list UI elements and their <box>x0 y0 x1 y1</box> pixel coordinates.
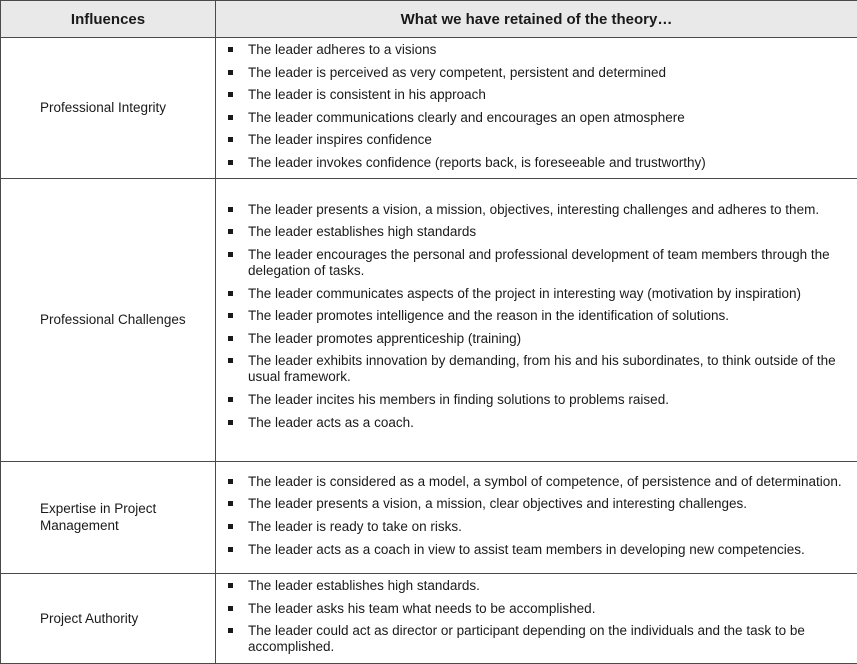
list-item <box>248 65 847 81</box>
list-item <box>248 353 847 385</box>
list-item <box>248 42 847 58</box>
list-item-text: The leader is consistent in his approach <box>248 87 486 102</box>
list-item <box>248 623 847 655</box>
list-item-text: The leader could act as director or participant depending on the individuals and the task to be accomplished. <box>248 623 805 654</box>
square-bullet-icon <box>228 229 233 234</box>
header-theory-retained: What we have retained of the theory… <box>216 1 857 38</box>
table-header <box>1 1 857 38</box>
list-item-text: The leader is ready to take on risks. <box>248 519 462 534</box>
square-bullet-icon <box>228 70 233 75</box>
influence-cell: Project Authority <box>1 573 216 663</box>
square-bullet-icon <box>228 524 233 529</box>
items-cell <box>216 38 857 179</box>
square-bullet-icon <box>228 628 233 633</box>
list-item <box>248 474 847 490</box>
list-item <box>248 392 847 408</box>
list-item <box>248 247 847 279</box>
influence-cell: Professional Challenges <box>1 178 216 461</box>
list-item <box>248 202 847 218</box>
items-cell <box>216 573 857 663</box>
table-row <box>1 573 857 663</box>
list-item <box>248 496 847 512</box>
list-item-text: The leader promotes apprenticeship (training) <box>248 331 521 346</box>
list-item <box>248 415 847 431</box>
list-item-text: The leader establishes high standards. <box>248 578 480 593</box>
list-item-text: The leader communications clearly and encourages an open atmosphere <box>248 110 685 125</box>
list-item-text: The leader adheres to a visions <box>248 42 436 57</box>
list-item-text: The leader encourages the personal and professional development of team members through the delegation of tasks. <box>248 247 830 278</box>
square-bullet-icon <box>228 479 233 484</box>
list-item <box>248 132 847 148</box>
bullet-list <box>216 470 857 558</box>
list-item <box>248 601 847 617</box>
square-bullet-icon <box>228 115 233 120</box>
influence-cell: Professional Integrity <box>1 38 216 179</box>
square-bullet-icon <box>228 92 233 97</box>
list-item-text: The leader is considered as a model, a symbol of competence, of persistence and of determination. <box>248 474 842 489</box>
square-bullet-icon <box>228 606 233 611</box>
list-item-text: The leader asks his team what needs to be accomplished. <box>248 601 595 616</box>
square-bullet-icon <box>228 420 233 425</box>
list-item <box>248 224 847 240</box>
list-item-text: The leader incites his members in finding solutions to problems raised. <box>248 392 669 407</box>
square-bullet-icon <box>228 252 233 257</box>
table-row <box>1 178 857 461</box>
list-item <box>248 519 847 535</box>
square-bullet-icon <box>228 313 233 318</box>
list-item-text: The leader establishes high standards <box>248 224 476 239</box>
list-item-text: The leader invokes confidence (reports back, is foreseeable and trustworthy) <box>248 155 706 170</box>
list-item-text: The leader inspires confidence <box>248 132 432 147</box>
square-bullet-icon <box>228 207 233 212</box>
list-item <box>248 110 847 126</box>
header-row <box>1 1 857 38</box>
items-cell <box>216 178 857 461</box>
list-item <box>248 286 847 302</box>
table-row <box>1 38 857 179</box>
square-bullet-icon <box>228 547 233 552</box>
square-bullet-icon <box>228 291 233 296</box>
bullet-list <box>216 202 857 431</box>
bullet-list <box>216 38 857 171</box>
table-row <box>1 461 857 573</box>
list-item-text: The leader presents a vision, a mission, objectives, interesting challenges and adheres to them. <box>248 202 819 217</box>
square-bullet-icon <box>228 160 233 165</box>
square-bullet-icon <box>228 358 233 363</box>
list-item-text: The leader presents a vision, a mission, clear objectives and interesting challenges. <box>248 496 747 511</box>
list-item-text: The leader promotes intelligence and the reason in the identification of solutions. <box>248 308 729 323</box>
square-bullet-icon <box>228 397 233 402</box>
list-item <box>248 155 847 171</box>
list-item <box>248 331 847 347</box>
square-bullet-icon <box>228 137 233 142</box>
list-item-text: The leader communicates aspects of the project in interesting way (motivation by inspiration) <box>248 286 801 301</box>
square-bullet-icon <box>228 336 233 341</box>
items-cell <box>216 461 857 573</box>
list-item <box>248 578 847 594</box>
list-item-text: The leader acts as a coach in view to assist team members in developing new competencies. <box>248 542 805 557</box>
influence-cell: Expertise in Project Management <box>1 461 216 573</box>
list-item <box>248 308 847 324</box>
list-item-text: The leader exhibits innovation by demanding, from his and his subordinates, to think outside of the usual framework. <box>248 353 836 384</box>
list-item <box>248 87 847 103</box>
list-item-text: The leader is perceived as very competent, persistent and determined <box>248 65 666 80</box>
square-bullet-icon <box>228 501 233 506</box>
header-influences: Influences <box>1 1 216 38</box>
bullet-list <box>216 574 857 655</box>
square-bullet-icon <box>228 583 233 588</box>
list-item <box>248 542 847 558</box>
list-item-text: The leader acts as a coach. <box>248 415 414 430</box>
square-bullet-icon <box>228 47 233 52</box>
